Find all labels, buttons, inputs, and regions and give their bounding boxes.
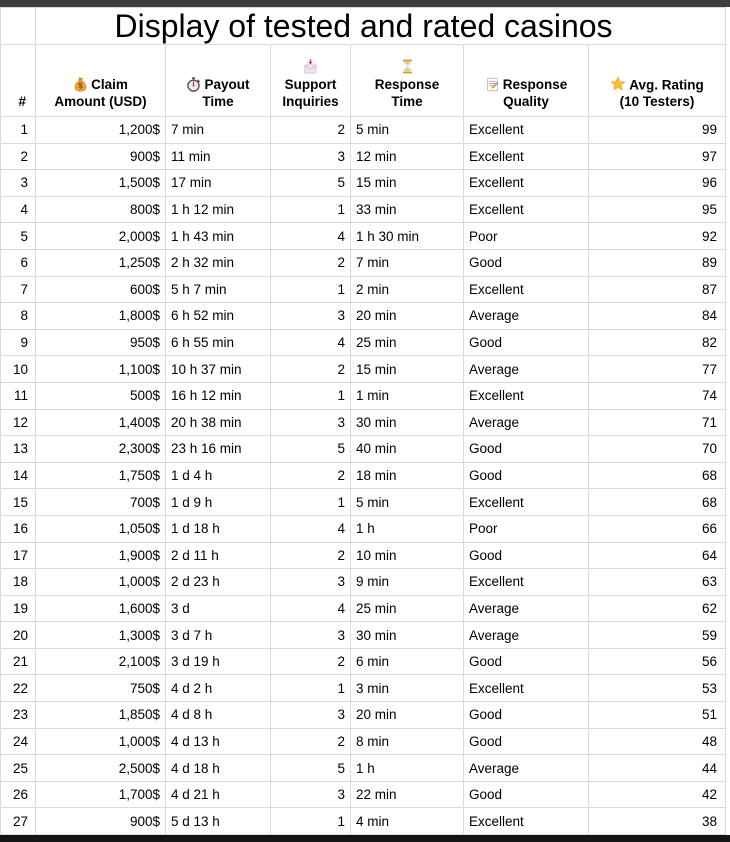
- avg-rating-cell: 42: [589, 781, 726, 808]
- support-inquiries-cell: 4: [271, 329, 351, 356]
- table-row: [1, 409, 726, 436]
- column-header-support-inquiries: [271, 45, 351, 117]
- response-quality-cell: Excellent: [464, 569, 589, 596]
- avg-rating-cell: 95: [589, 196, 726, 223]
- payout-time-cell: 2 d 23 h: [166, 569, 271, 596]
- payout-time-cell: 17 min: [166, 170, 271, 197]
- payout-time-cell: 4 d 2 h: [166, 675, 271, 702]
- claim-amount-cell: 1,000$: [36, 569, 166, 596]
- avg-rating-cell: 51: [589, 702, 726, 729]
- claim-amount-cell: 1,850$: [36, 702, 166, 729]
- response-quality-cell: Excellent: [464, 276, 589, 303]
- avg-rating-cell: 87: [589, 276, 726, 303]
- payout-time-cell: 23 h 16 min: [166, 436, 271, 463]
- avg-rating-cell: 96: [589, 170, 726, 197]
- row-number-cell: 16: [1, 515, 36, 542]
- support-inquiries-cell: 3: [271, 781, 351, 808]
- claim-amount-cell: 1,700$: [36, 781, 166, 808]
- claim-amount-cell: 1,800$: [36, 303, 166, 330]
- table-row: [1, 196, 726, 223]
- row-number-cell: 26: [1, 781, 36, 808]
- support-inquiries-cell: 3: [271, 622, 351, 649]
- response-time-cell: 1 h: [351, 755, 464, 782]
- row-number-cell: 9: [1, 329, 36, 356]
- avg-rating-cell: 71: [589, 409, 726, 436]
- support-inquiries-cell: 3: [271, 702, 351, 729]
- response-time-cell: 30 min: [351, 622, 464, 649]
- claim-amount-cell: 1,100$: [36, 356, 166, 383]
- avg-rating-cell: 53: [589, 675, 726, 702]
- column-header-label: (10 Testers): [619, 94, 695, 109]
- support-inquiries-cell: 3: [271, 303, 351, 330]
- stopwatch-icon: [186, 77, 204, 92]
- payout-time-cell: 2 d 11 h: [166, 542, 271, 569]
- payout-time-cell: 2 h 32 min: [166, 249, 271, 276]
- claim-amount-cell: 950$: [36, 329, 166, 356]
- column-header-claim-amount: [36, 45, 166, 117]
- money-bag-icon: [73, 77, 91, 92]
- avg-rating-cell: 62: [589, 595, 726, 622]
- table-row: [1, 648, 726, 675]
- support-inquiries-cell: 1: [271, 808, 351, 835]
- table-row: [1, 170, 726, 197]
- payout-time-cell: 3 d 7 h: [166, 622, 271, 649]
- payout-time-cell: 4 d 21 h: [166, 781, 271, 808]
- svg-text:$: $: [78, 81, 83, 91]
- claim-amount-cell: 1,750$: [36, 462, 166, 489]
- response-quality-cell: Average: [464, 622, 589, 649]
- response-time-cell: 18 min: [351, 462, 464, 489]
- column-header-label: Quality: [503, 94, 549, 109]
- row-number-cell: 12: [1, 409, 36, 436]
- response-quality-cell: Excellent: [464, 382, 589, 409]
- column-header-response-quality: [464, 45, 589, 117]
- table-row: [1, 143, 726, 170]
- table-row: [1, 542, 726, 569]
- avg-rating-cell: 89: [589, 249, 726, 276]
- column-header-label: Time: [391, 94, 423, 109]
- column-header-label: Response: [374, 77, 440, 92]
- table-row: [1, 595, 726, 622]
- avg-rating-cell: 74: [589, 382, 726, 409]
- row-number-cell: 11: [1, 382, 36, 409]
- column-header-label: Payout: [166, 76, 270, 93]
- casino-ratings-table: [0, 7, 726, 835]
- support-inquiries-cell: 4: [271, 223, 351, 250]
- response-quality-cell: Excellent: [464, 808, 589, 835]
- response-quality-cell: Good: [464, 702, 589, 729]
- response-time-cell: 15 min: [351, 170, 464, 197]
- response-time-cell: 3 min: [351, 675, 464, 702]
- table-row: [1, 702, 726, 729]
- response-time-cell: 12 min: [351, 143, 464, 170]
- claim-amount-cell: 900$: [36, 143, 166, 170]
- table-row: [1, 728, 726, 755]
- response-time-cell: 33 min: [351, 196, 464, 223]
- row-number-cell: 27: [1, 808, 36, 835]
- payout-time-cell: 4 d 8 h: [166, 702, 271, 729]
- claim-amount-cell: 1,400$: [36, 409, 166, 436]
- response-quality-cell: Average: [464, 356, 589, 383]
- claim-amount-cell: 1,050$: [36, 515, 166, 542]
- column-header-label: Support: [284, 77, 337, 92]
- support-inquiries-cell: 5: [271, 436, 351, 463]
- payout-time-cell: 3 d 19 h: [166, 648, 271, 675]
- table-row: [1, 515, 726, 542]
- avg-rating-cell: 48: [589, 728, 726, 755]
- envelope-download-icon: [271, 59, 350, 76]
- payout-time-cell: 5 d 13 h: [166, 808, 271, 835]
- table-body: [1, 117, 726, 835]
- table-row: [1, 249, 726, 276]
- payout-time-cell: 16 h 12 min: [166, 382, 271, 409]
- avg-rating-cell: 64: [589, 542, 726, 569]
- support-inquiries-cell: 3: [271, 143, 351, 170]
- table-row: [1, 303, 726, 330]
- support-inquiries-cell: 4: [271, 595, 351, 622]
- response-time-cell: 5 min: [351, 489, 464, 516]
- payout-time-cell: 20 h 38 min: [166, 409, 271, 436]
- table-row: [1, 436, 726, 463]
- support-inquiries-cell: 2: [271, 542, 351, 569]
- claim-amount-cell: 1,000$: [36, 728, 166, 755]
- support-inquiries-cell: 2: [271, 728, 351, 755]
- table-row: [1, 489, 726, 516]
- memo-icon: [485, 77, 503, 92]
- avg-rating-cell: 84: [589, 303, 726, 330]
- row-number-cell: 5: [1, 223, 36, 250]
- window-top-edge: [0, 0, 730, 7]
- payout-time-cell: 5 h 7 min: [166, 276, 271, 303]
- column-header-avg-rating: [589, 45, 726, 117]
- claim-amount-cell: 600$: [36, 276, 166, 303]
- claim-amount-cell: 500$: [36, 382, 166, 409]
- response-time-cell: 1 h: [351, 515, 464, 542]
- column-header-row: [1, 45, 726, 117]
- payout-time-cell: 1 d 18 h: [166, 515, 271, 542]
- column-header-payout-time: [166, 45, 271, 117]
- avg-rating-cell: 68: [589, 462, 726, 489]
- payout-time-cell: 1 h 12 min: [166, 196, 271, 223]
- avg-rating-cell: 38: [589, 808, 726, 835]
- response-time-cell: 6 min: [351, 648, 464, 675]
- response-quality-cell: Good: [464, 781, 589, 808]
- support-inquiries-cell: 3: [271, 569, 351, 596]
- claim-amount-cell: 1,300$: [36, 622, 166, 649]
- support-inquiries-cell: 4: [271, 515, 351, 542]
- claim-amount-cell: 1,600$: [36, 595, 166, 622]
- payout-time-cell: 1 d 4 h: [166, 462, 271, 489]
- payout-time-cell: 7 min: [166, 117, 271, 144]
- row-number-cell: 15: [1, 489, 36, 516]
- payout-time-cell: 6 h 52 min: [166, 303, 271, 330]
- response-quality-cell: Excellent: [464, 143, 589, 170]
- response-quality-cell: Excellent: [464, 117, 589, 144]
- row-number-cell: 14: [1, 462, 36, 489]
- claim-amount-cell: 700$: [36, 489, 166, 516]
- column-header-label: Amount (USD): [54, 94, 147, 109]
- column-header-label: $ Claim: [36, 76, 165, 93]
- casino-ratings-sheet: [0, 7, 725, 835]
- support-inquiries-cell: 1: [271, 276, 351, 303]
- row-number-cell: 10: [1, 356, 36, 383]
- support-inquiries-cell: 1: [271, 675, 351, 702]
- claim-amount-cell: 800$: [36, 196, 166, 223]
- support-inquiries-cell: 1: [271, 382, 351, 409]
- response-quality-cell: Good: [464, 249, 589, 276]
- row-number-cell: 21: [1, 648, 36, 675]
- row-number-cell: 7: [1, 276, 36, 303]
- payout-time-cell: 1 d 9 h: [166, 489, 271, 516]
- avg-rating-cell: 68: [589, 489, 726, 516]
- response-quality-cell: Good: [464, 329, 589, 356]
- avg-rating-cell: 70: [589, 436, 726, 463]
- avg-rating-cell: 82: [589, 329, 726, 356]
- avg-rating-cell: 44: [589, 755, 726, 782]
- page-title: Display of tested and rated casinos: [114, 8, 613, 44]
- payout-time-cell: 11 min: [166, 143, 271, 170]
- support-inquiries-cell: 5: [271, 170, 351, 197]
- claim-amount-cell: 1,900$: [36, 542, 166, 569]
- row-number-cell: 20: [1, 622, 36, 649]
- column-header-label: Avg. Rating: [589, 76, 725, 94]
- row-number-cell: 22: [1, 675, 36, 702]
- table-row: [1, 755, 726, 782]
- row-number-cell: 23: [1, 702, 36, 729]
- support-inquiries-cell: 3: [271, 409, 351, 436]
- payout-time-cell: 3 d: [166, 595, 271, 622]
- response-quality-cell: Poor: [464, 223, 589, 250]
- row-number-cell: 1: [1, 117, 36, 144]
- payout-time-cell: 4 d 13 h: [166, 728, 271, 755]
- avg-rating-cell: 97: [589, 143, 726, 170]
- claim-amount-cell: 1,500$: [36, 170, 166, 197]
- response-quality-cell: Good: [464, 648, 589, 675]
- response-time-cell: 7 min: [351, 249, 464, 276]
- row-number-cell: 13: [1, 436, 36, 463]
- column-header-label: Response: [464, 76, 588, 93]
- star-icon: [610, 77, 629, 92]
- payout-time-cell: 10 h 37 min: [166, 356, 271, 383]
- table-row: [1, 675, 726, 702]
- row-number-cell: 4: [1, 196, 36, 223]
- title-row: [1, 8, 726, 45]
- support-inquiries-cell: 2: [271, 117, 351, 144]
- row-number-cell: 2: [1, 143, 36, 170]
- table-row: [1, 223, 726, 250]
- table-row: [1, 808, 726, 835]
- support-inquiries-cell: 2: [271, 462, 351, 489]
- claim-amount-cell: 750$: [36, 675, 166, 702]
- claim-amount-cell: 2,100$: [36, 648, 166, 675]
- claim-amount-cell: 2,300$: [36, 436, 166, 463]
- claim-amount-cell: 2,000$: [36, 223, 166, 250]
- table-row: [1, 382, 726, 409]
- response-quality-cell: Excellent: [464, 196, 589, 223]
- response-time-cell: 2 min: [351, 276, 464, 303]
- row-number-cell: 24: [1, 728, 36, 755]
- response-quality-cell: Excellent: [464, 170, 589, 197]
- avg-rating-cell: 59: [589, 622, 726, 649]
- avg-rating-cell: 77: [589, 356, 726, 383]
- response-quality-cell: Good: [464, 542, 589, 569]
- claim-amount-cell: 900$: [36, 808, 166, 835]
- avg-rating-cell: 92: [589, 223, 726, 250]
- response-time-cell: 15 min: [351, 356, 464, 383]
- table-row: [1, 356, 726, 383]
- response-time-cell: 9 min: [351, 569, 464, 596]
- column-header-label: Time: [202, 94, 234, 109]
- column-header-label: Inquiries: [282, 94, 339, 109]
- claim-amount-cell: 1,250$: [36, 249, 166, 276]
- response-time-cell: 20 min: [351, 702, 464, 729]
- support-inquiries-cell: 5: [271, 755, 351, 782]
- response-quality-cell: Average: [464, 409, 589, 436]
- response-quality-cell: Average: [464, 755, 589, 782]
- table-row: [1, 462, 726, 489]
- row-number-cell: 3: [1, 170, 36, 197]
- table-row: [1, 117, 726, 144]
- avg-rating-cell: 56: [589, 648, 726, 675]
- column-header-label: #: [18, 94, 26, 109]
- response-time-cell: 22 min: [351, 781, 464, 808]
- response-quality-cell: Excellent: [464, 675, 589, 702]
- response-quality-cell: Average: [464, 303, 589, 330]
- row-number-cell: 8: [1, 303, 36, 330]
- row-number-cell: 18: [1, 569, 36, 596]
- response-time-cell: 20 min: [351, 303, 464, 330]
- support-inquiries-cell: 1: [271, 196, 351, 223]
- row-number-cell: 19: [1, 595, 36, 622]
- avg-rating-cell: 66: [589, 515, 726, 542]
- table-head: [1, 8, 726, 117]
- table-row: [1, 329, 726, 356]
- column-header-response-time: [351, 45, 464, 117]
- response-time-cell: 1 min: [351, 382, 464, 409]
- response-time-cell: 5 min: [351, 117, 464, 144]
- table-row: [1, 622, 726, 649]
- column-header-row-number: [1, 45, 36, 117]
- support-inquiries-cell: 2: [271, 249, 351, 276]
- payout-time-cell: 4 d 18 h: [166, 755, 271, 782]
- corner-cell: [1, 8, 36, 45]
- response-time-cell: 4 min: [351, 808, 464, 835]
- response-quality-cell: Poor: [464, 515, 589, 542]
- response-time-cell: 30 min: [351, 409, 464, 436]
- support-inquiries-cell: 2: [271, 356, 351, 383]
- response-time-cell: 1 h 30 min: [351, 223, 464, 250]
- claim-amount-cell: 1,200$: [36, 117, 166, 144]
- table-row: [1, 781, 726, 808]
- response-quality-cell: Excellent: [464, 489, 589, 516]
- response-quality-cell: Good: [464, 436, 589, 463]
- response-time-cell: 25 min: [351, 329, 464, 356]
- table-row: [1, 276, 726, 303]
- response-quality-cell: Good: [464, 462, 589, 489]
- response-time-cell: 8 min: [351, 728, 464, 755]
- response-time-cell: 10 min: [351, 542, 464, 569]
- avg-rating-cell: 63: [589, 569, 726, 596]
- payout-time-cell: 6 h 55 min: [166, 329, 271, 356]
- title-cell: [36, 8, 726, 45]
- response-quality-cell: Average: [464, 595, 589, 622]
- support-inquiries-cell: 1: [271, 489, 351, 516]
- avg-rating-cell: 99: [589, 117, 726, 144]
- table-row: [1, 569, 726, 596]
- hourglass-icon: [351, 59, 463, 76]
- response-quality-cell: Good: [464, 728, 589, 755]
- row-number-cell: 6: [1, 249, 36, 276]
- row-number-cell: 25: [1, 755, 36, 782]
- support-inquiries-cell: 2: [271, 648, 351, 675]
- response-time-cell: 25 min: [351, 595, 464, 622]
- row-number-cell: 17: [1, 542, 36, 569]
- payout-time-cell: 1 h 43 min: [166, 223, 271, 250]
- claim-amount-cell: 2,500$: [36, 755, 166, 782]
- response-time-cell: 40 min: [351, 436, 464, 463]
